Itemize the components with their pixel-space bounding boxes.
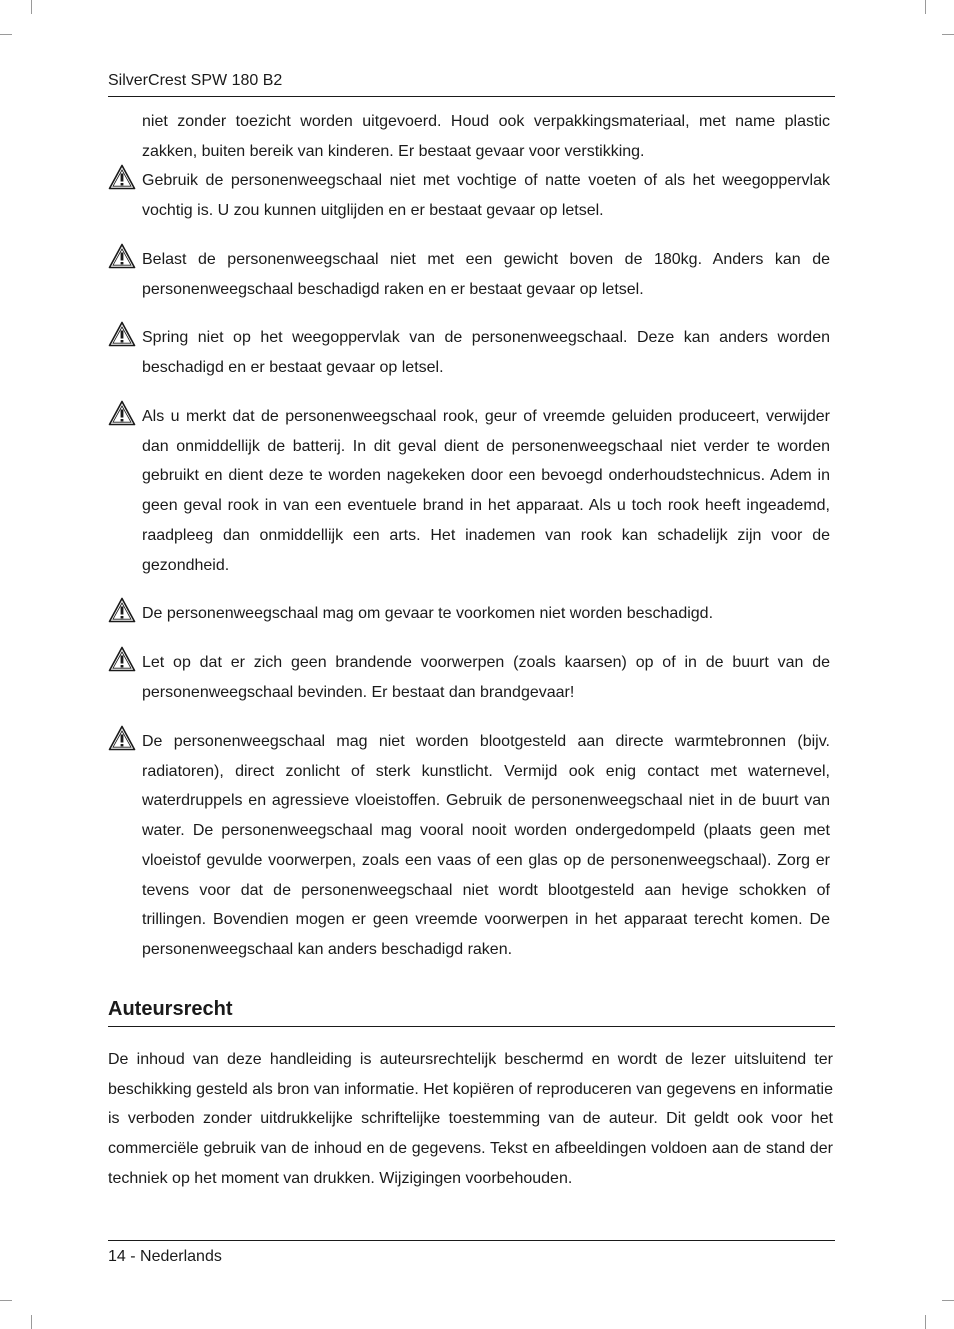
warning-text: De personenweegschaal mag niet worden blootgesteld aan directe warmtebronnen (bijv. radiatoren), direct zonlicht of sterk kunstlicht. Vermijd ook enig contact met waternevel, waterdruppels en agressieve vloeistoffen. Gebruik de personenweegschaal niet in de buurt van water. De personenweegschaal mag vooral nooit worden ondergedompeld (plaats geen met vloeistof gevulde voorwerpen, zoals een vaas of een glas op de personenweegschaal). Zorg er tevens voor dat de personenweegschaal niet wordt blootgesteld aan hevige schokken of trillingen. Bovendien mogen er geen vreemde voorwerpen in het apparaat terecht komen. De personenweegschaal kan anders beschadigd raken.	[142, 733, 830, 958]
warning-triangle-icon	[108, 597, 136, 623]
warning-triangle-icon	[108, 321, 136, 347]
warning-text: Spring niet op het weegoppervlak van de personenweegschaal. Deze kan anders worden beschadigd en er bestaat gevaar op letsel.	[142, 329, 830, 376]
page-header	[108, 72, 835, 97]
warning-triangle-icon	[108, 400, 136, 426]
header-title: SilverCrest SPW 180 B2	[108, 72, 283, 89]
warning-triangle-icon	[108, 243, 136, 269]
continuation-paragraph: niet zonder toezicht worden uitgevoerd. Houd ook verpakkingsmateriaal, met name plastic zakken, buiten bereik van kinderen. Er bestaat gevaar voor verstikking.	[142, 113, 830, 160]
section-body: De inhoud van deze handleiding is auteursrechtelijk beschermd en wordt de lezer uitsluitend ter beschikking gesteld als bron van informatie. Het kopiëren of reproduceren van gegevens en informatie is verboden zonder uitdrukkelijke schriftelijke toestemming van de auteur. Dit geldt ook voor het commerciële gebruik van de inhoud en de gegevens. Tekst en afbeeldingen voldoen aan de stand der techniek op het moment van drukken. Wijzigingen voorbehouden.	[108, 1051, 833, 1187]
warning-triangle-icon	[108, 164, 136, 190]
crop-mark	[0, 1300, 12, 1301]
crop-mark	[0, 34, 12, 35]
warning-text: Als u merkt dat de personenweegschaal rook, geur of vreemde geluiden produceert, verwijder dan onmiddellijk de batterij. In dit geval dient de personenweegschaal niet verder te worden gebruikt en dient deze te worden nagekeken door een bevoegd onderhoudstechnicus. Adem in geen geval rook in van een eventuele brand in het apparaat. Als u toch rook heeft ingeademd, raadpleeg dan onmiddellijk een arts. Het inademen van rook kan schadelijk zijn voor de gezondheid.	[142, 408, 830, 574]
warning-triangle-icon	[108, 725, 136, 751]
crop-mark	[942, 34, 954, 35]
crop-mark	[925, 0, 926, 14]
warning-triangle-icon	[108, 646, 136, 672]
crop-mark	[925, 1315, 926, 1329]
warning-text: Let op dat er zich geen brandende voorwerpen (zoals kaarsen) op of in de buurt van de personenweegschaal bevinden. Er bestaat dan brandgevaar!	[142, 654, 830, 701]
warning-text: De personenweegschaal mag om gevaar te voorkomen niet worden beschadigd.	[142, 605, 714, 622]
warning-text: Belast de personenweegschaal niet met een gewicht boven de 180kg. Anders kan de personenweegschaal beschadigd raken en er bestaat gevaar op letsel.	[142, 251, 830, 298]
section-heading	[108, 996, 835, 1027]
crop-mark	[31, 1315, 32, 1329]
crop-mark	[942, 1300, 954, 1301]
page-number: 14 - Nederlands	[108, 1248, 222, 1265]
section-heading-text: Auteursrecht	[108, 998, 233, 1020]
page-footer	[108, 1240, 835, 1267]
warning-text: Gebruik de personenweegschaal niet met vochtige of natte voeten of als het weegoppervlak vochtig is. U zou kunnen uitglijden en er bestaat gevaar op letsel.	[142, 172, 830, 219]
crop-mark	[31, 0, 32, 14]
